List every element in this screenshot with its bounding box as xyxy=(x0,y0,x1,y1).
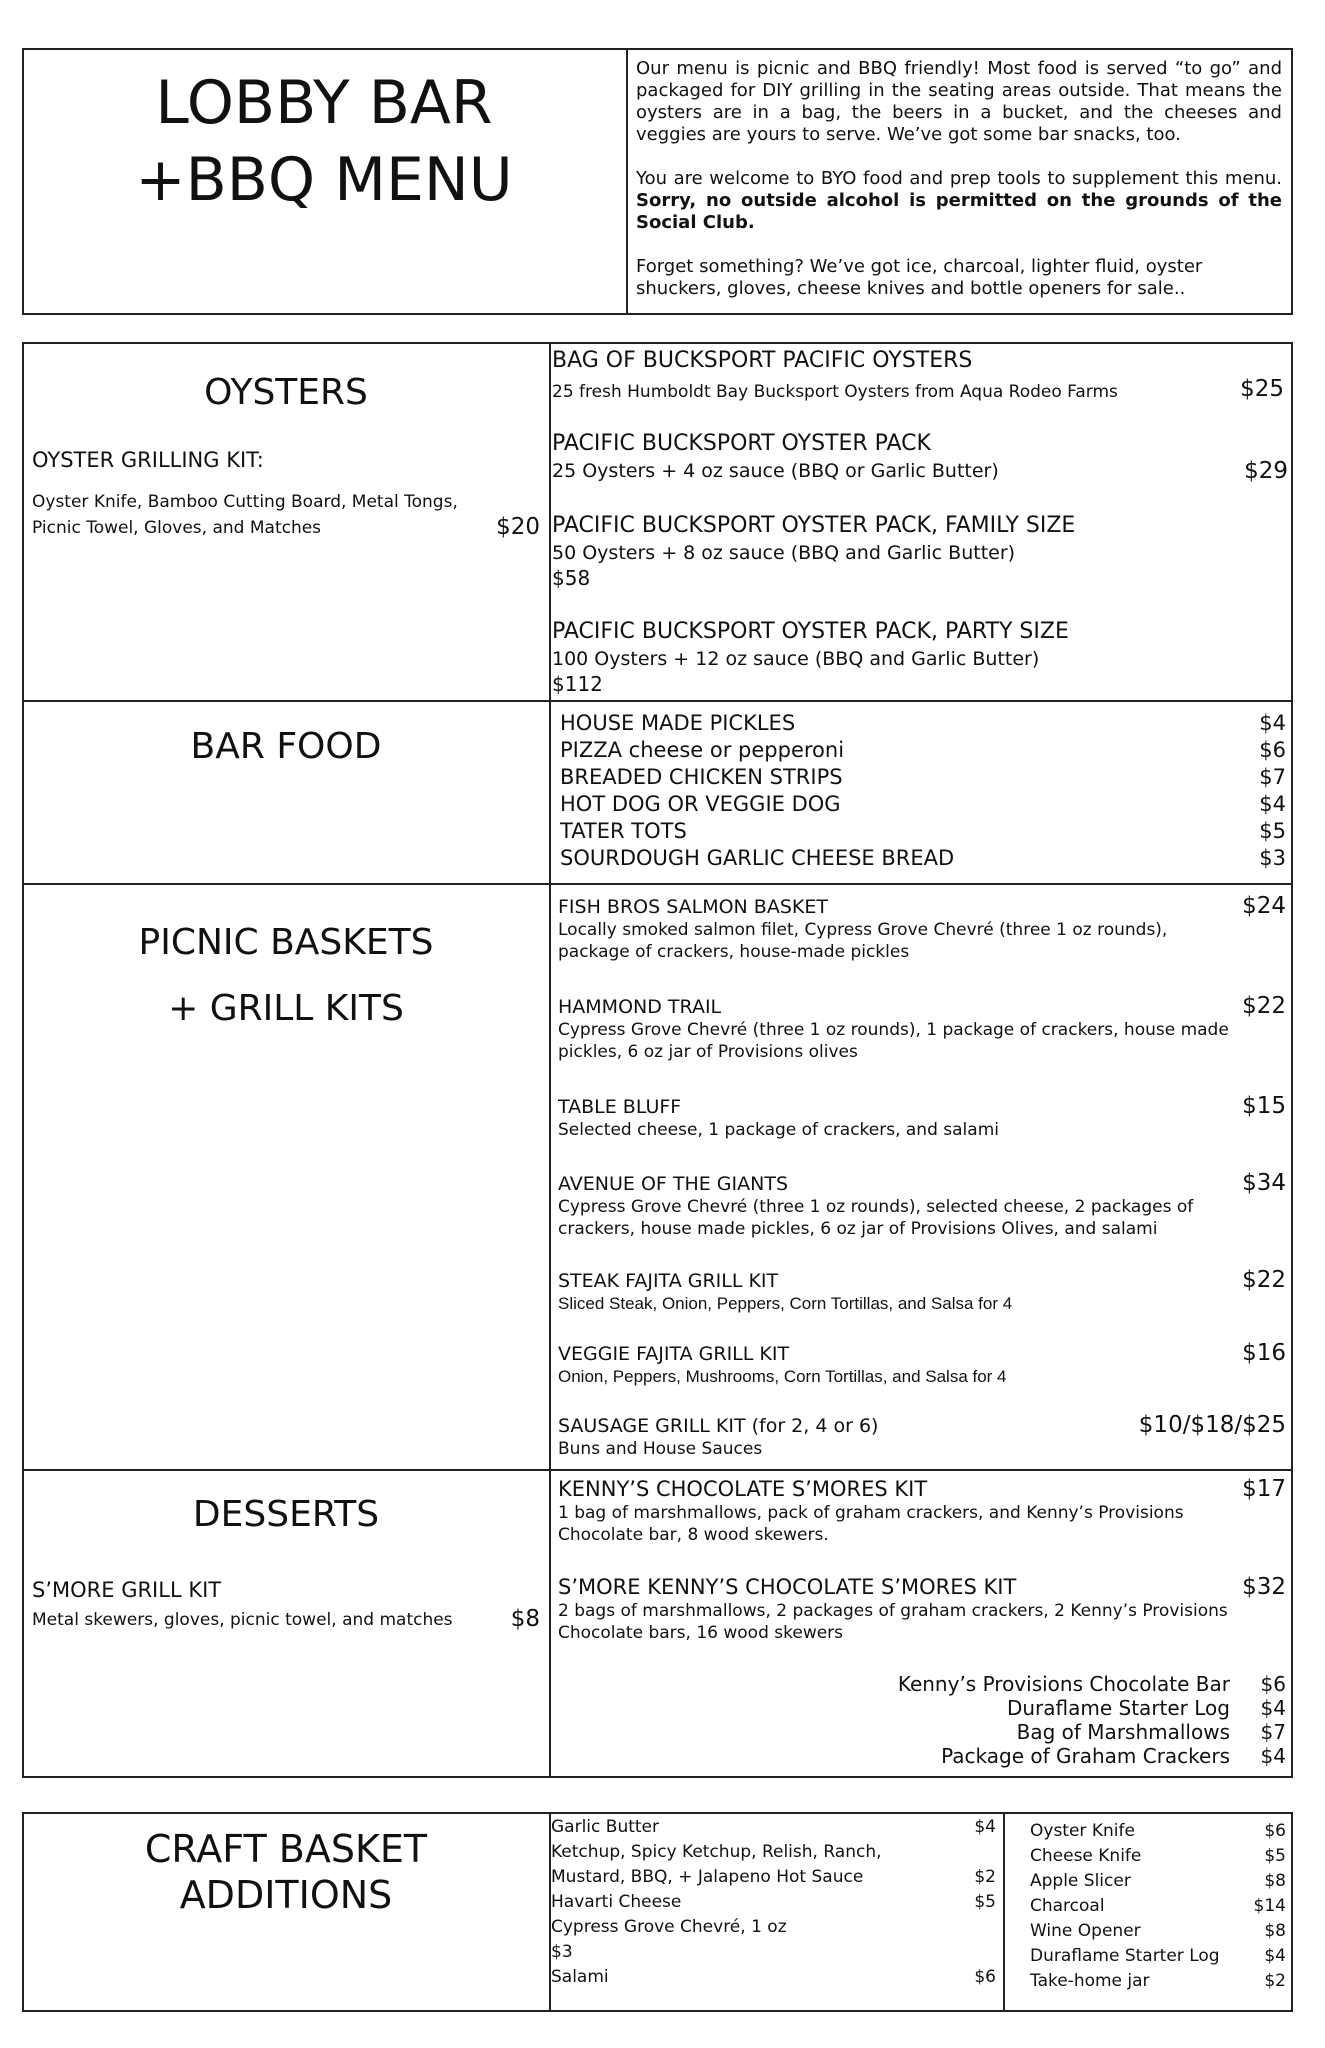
bar-food-item xyxy=(560,711,1286,735)
dessert-item xyxy=(558,1574,1286,1644)
oyster-item-2-desc: 25 Oysters + 4 oz sauce (BBQ or Garlic Butter) xyxy=(552,460,999,482)
picnic-item xyxy=(558,1267,1286,1317)
picnic-item-desc-1: Cypress Grove Chevré (three 1 oz rounds), selected cheese, 2 packages of xyxy=(558,1197,1194,1217)
bar-food-name: HOT DOG OR VEGGIE DOG xyxy=(560,792,841,816)
intro-paragraph-3: Forget something? We’ve got ice, charcoal, lighter fluid, oyster shuckers, gloves, cheese knives and bottle openers for sale.. xyxy=(636,256,1203,299)
oyster-item-2-price: $29 xyxy=(1244,458,1288,484)
intro-paragraph-2 xyxy=(636,168,1282,234)
main-column-divider xyxy=(549,342,551,1778)
picnic-item-desc-1: Onion, Peppers, Mushrooms, Corn Tortillas, and Salsa for 4 xyxy=(558,1367,1007,1386)
bar-food-item xyxy=(560,738,1286,762)
dessert-extra-name: Package of Graham Crackers xyxy=(941,1744,1230,1768)
dessert-extra-price: $7 xyxy=(1260,1720,1286,1744)
craft-tool-name: Charcoal xyxy=(1030,1896,1105,1916)
craft-item-price: $5 xyxy=(974,1892,996,1912)
craft-tool-price: $4 xyxy=(1264,1946,1286,1966)
bar-food-price: $6 xyxy=(1259,738,1286,762)
craft-chevre-price: $3 xyxy=(551,1942,573,1962)
dessert-item-desc-1: 1 bag of marshmallows, pack of graham crackers, and Kenny’s Provisions xyxy=(558,1503,1184,1523)
craft-tool-name: Take-home jar xyxy=(1030,1971,1150,1991)
intro-paragraph-1: Our menu is picnic and BBQ friendly! Most food is served “to go” and packaged for DIY grilling in the seating areas outside. That means the oysters are in a bag, the beers in a bucket, and the cheeses and veggies are yours to serve. We’ve got some bar snacks, too. xyxy=(636,58,1282,145)
bar-food-item xyxy=(560,792,1286,816)
craft-divider-2 xyxy=(1003,1812,1005,2012)
picnic-item xyxy=(558,993,1286,1063)
craft-item xyxy=(551,1815,996,1840)
oyster-item-4-desc: 100 Oysters + 12 oz sauce (BBQ and Garlic Butter) xyxy=(552,648,1040,670)
bar-food-price: $3 xyxy=(1259,846,1286,870)
oyster-item-3-name: PACIFIC BUCKSPORT OYSTER PACK, FAMILY SIZE xyxy=(552,513,1076,538)
craft-item-name: Havarti Cheese xyxy=(551,1892,682,1912)
craft-chevre: Cypress Grove Chevré, 1 oz xyxy=(551,1917,787,1937)
bar-food-price: $5 xyxy=(1259,819,1286,843)
craft-item xyxy=(551,1965,996,1990)
picnic-item-desc-2: crackers, house made pickles, 6 oz jar of Provisions Olives, and salami xyxy=(558,1219,1158,1239)
craft-tool-item xyxy=(1030,1869,1286,1894)
craft-tool-name: Oyster Knife xyxy=(1030,1821,1135,1841)
bar-food-name: BREADED CHICKEN STRIPS xyxy=(560,765,843,789)
picnic-item-price: $16 xyxy=(1242,1340,1286,1366)
oyster-item-1-price: $25 xyxy=(1240,376,1284,402)
dessert-item-name: S’MORE KENNY’S CHOCOLATE S’MORES KIT xyxy=(558,1575,1017,1599)
picnic-item-name: HAMMOND TRAIL xyxy=(558,996,722,1018)
bar-food-price: $4 xyxy=(1259,711,1286,735)
craft-tool-item xyxy=(1030,1969,1286,1994)
oyster-item-2-name: PACIFIC BUCKSPORT OYSTER PACK xyxy=(552,431,931,456)
craft-sauces-line2: Mustard, BBQ, + Jalapeno Hot Sauce xyxy=(551,1867,864,1887)
craft-tool-name: Apple Slicer xyxy=(1030,1871,1131,1891)
craft-left-list xyxy=(551,1815,996,1990)
bar-food-heading: BAR FOOD xyxy=(190,726,382,767)
picnic-item-desc-1: Sliced Steak, Onion, Peppers, Corn Tortillas, and Salsa for 4 xyxy=(558,1294,1013,1313)
craft-tool-name: Cheese Knife xyxy=(1030,1846,1142,1866)
dessert-extra-name: Duraflame Starter Log xyxy=(1006,1696,1230,1720)
craft-item xyxy=(551,1865,996,1890)
smore-kit-desc: Metal skewers, gloves, picnic towel, and matches xyxy=(32,1610,453,1630)
dessert-item-price: $17 xyxy=(1242,1476,1286,1502)
craft-tool-item xyxy=(1030,1919,1286,1944)
picnic-item-desc-1: Buns and House Sauces xyxy=(558,1439,763,1459)
picnic-item xyxy=(558,1412,1286,1462)
craft-tool-name: Duraflame Starter Log xyxy=(1030,1946,1220,1966)
picnic-item-price: $24 xyxy=(1242,893,1286,919)
bar-food-name: TATER TOTS xyxy=(560,819,687,843)
craft-heading-line1: CRAFT BASKET xyxy=(144,1827,428,1871)
picnic-heading-line2: + GRILL KITS xyxy=(168,988,404,1029)
dessert-extra-name: Kenny’s Provisions Chocolate Bar xyxy=(897,1672,1230,1696)
picnic-item-price: $34 xyxy=(1242,1170,1286,1196)
dessert-item-price: $32 xyxy=(1242,1574,1286,1600)
dessert-item-desc-2: Chocolate bar, 8 wood skewers. xyxy=(558,1525,829,1545)
craft-heading xyxy=(24,1826,548,1918)
craft-tool-price: $6 xyxy=(1264,1821,1286,1841)
picnic-item xyxy=(558,1340,1286,1390)
oyster-item-3-desc: 50 Oysters + 8 oz sauce (BBQ and Garlic Butter) xyxy=(552,542,1016,564)
bar-food-name: HOUSE MADE PICKLES xyxy=(560,711,796,735)
craft-tool-price: $8 xyxy=(1264,1921,1286,1941)
picnic-item-desc-1: Cypress Grove Chevré (three 1 oz rounds), 1 package of crackers, house made xyxy=(558,1020,1229,1040)
craft-tool-item xyxy=(1030,1944,1286,1969)
oyster-kit-desc-line1: Oyster Knife, Bamboo Cutting Board, Metal Tongs, xyxy=(32,492,458,512)
dessert-item xyxy=(558,1476,1286,1546)
menu-title-line1: LOBBY BAR xyxy=(155,68,493,138)
craft-item-name: Garlic Butter xyxy=(551,1817,659,1837)
section-divider-oysters xyxy=(22,700,1293,702)
intro-text xyxy=(636,58,1282,322)
oyster-item-1-name: BAG OF BUCKSPORT PACIFIC OYSTERS xyxy=(552,348,973,373)
picnic-item-name: STEAK FAJITA GRILL KIT xyxy=(558,1270,779,1292)
oyster-item-1-desc: 25 fresh Humboldt Bay Bucksport Oysters from Aqua Rodeo Farms xyxy=(552,382,1118,402)
menu-title-line2: +BBQ MENU xyxy=(135,145,513,215)
craft-item-price: $4 xyxy=(974,1817,996,1837)
craft-tool-name: Wine Opener xyxy=(1030,1921,1141,1941)
picnic-heading-line1: PICNIC BASKETS xyxy=(138,922,434,963)
picnic-item-name: VEGGIE FAJITA GRILL KIT xyxy=(558,1343,790,1365)
picnic-item-price: $10/$18/$25 xyxy=(1138,1412,1286,1438)
craft-tool-price: $14 xyxy=(1253,1896,1286,1916)
oyster-item-4-name: PACIFIC BUCKSPORT OYSTER PACK, PARTY SIZE xyxy=(552,619,1069,644)
picnic-item-name: AVENUE OF THE GIANTS xyxy=(558,1173,789,1195)
bar-food-name: PIZZA cheese or pepperoni xyxy=(560,738,845,762)
section-divider-picnic xyxy=(22,1469,1293,1471)
picnic-item xyxy=(558,1093,1286,1143)
craft-tool-item xyxy=(1030,1844,1286,1869)
craft-right-list xyxy=(1030,1819,1286,1994)
desserts-heading: DESSERTS xyxy=(192,1494,380,1535)
bar-food-price: $7 xyxy=(1259,765,1286,789)
bar-food-item xyxy=(560,819,1286,843)
dessert-extra-item xyxy=(820,1696,1286,1720)
header-divider xyxy=(626,48,628,315)
intro-alcohol-notice: Sorry, no outside alcohol is permitted on the grounds of the Social Club. xyxy=(636,190,1282,233)
picnic-item-desc-1: Locally smoked salmon filet, Cypress Grove Chevré (three 1 oz rounds), xyxy=(558,920,1168,940)
smore-kit-title: S’MORE GRILL KIT xyxy=(32,1578,222,1602)
dessert-extra-price: $4 xyxy=(1260,1744,1286,1768)
craft-tool-price: $8 xyxy=(1264,1871,1286,1891)
dessert-item-desc-1: 2 bags of marshmallows, 2 packages of graham crackers, 2 Kenny’s Provisions xyxy=(558,1601,1228,1621)
dessert-item-desc-2: Chocolate bars, 16 wood skewers xyxy=(558,1623,844,1643)
dessert-extra-item xyxy=(820,1672,1286,1696)
picnic-item-name: FISH BROS SALMON BASKET xyxy=(558,896,828,918)
bar-food-price: $4 xyxy=(1259,792,1286,816)
section-divider-bar-food xyxy=(22,883,1293,885)
oyster-item-3-price: $58 xyxy=(552,566,591,590)
smore-kit-price: $8 xyxy=(510,1606,540,1632)
picnic-item-desc-1: Selected cheese, 1 package of crackers, and salami xyxy=(558,1120,999,1140)
dessert-extra-item xyxy=(820,1720,1286,1744)
dessert-extra-price: $4 xyxy=(1260,1696,1286,1720)
craft-tool-price: $5 xyxy=(1264,1846,1286,1866)
picnic-item-price: $22 xyxy=(1242,993,1286,1019)
picnic-item-desc-2: package of crackers, house-made pickles xyxy=(558,942,910,962)
picnic-item xyxy=(558,1170,1286,1240)
menu-title xyxy=(24,68,624,215)
craft-tool-price: $2 xyxy=(1264,1971,1286,1991)
bar-food-item xyxy=(560,846,1286,870)
craft-sauces-line1: Ketchup, Spicy Ketchup, Relish, Ranch, xyxy=(551,1842,882,1862)
dessert-extras xyxy=(820,1672,1286,1768)
oyster-kit-desc-line2: Picnic Towel, Gloves, and Matches xyxy=(32,518,322,538)
intro-paragraph-2-text: You are welcome to BYO food and prep tools to supplement this menu. xyxy=(636,168,1282,189)
picnic-heading xyxy=(24,910,548,1042)
picnic-item-name: TABLE BLUFF xyxy=(558,1096,682,1118)
craft-tool-item xyxy=(1030,1894,1286,1919)
picnic-item-name: SAUSAGE GRILL KIT (for 2, 4 or 6) xyxy=(558,1415,879,1437)
craft-heading-line2: ADDITIONS xyxy=(179,1873,393,1917)
dessert-item-name: KENNY’S CHOCOLATE S’MORES KIT xyxy=(558,1477,928,1501)
craft-item-price: $2 xyxy=(974,1867,996,1887)
dessert-extra-price: $6 xyxy=(1260,1672,1286,1696)
craft-item-name: Salami xyxy=(551,1967,609,1987)
craft-item xyxy=(551,1890,996,1915)
oyster-kit-price: $20 xyxy=(496,514,540,540)
picnic-item xyxy=(558,893,1286,963)
picnic-item-price: $22 xyxy=(1242,1267,1286,1293)
dessert-extra-name: Bag of Marshmallows xyxy=(1016,1720,1230,1744)
oysters-heading: OYSTERS xyxy=(204,372,368,413)
craft-tool-item xyxy=(1030,1819,1286,1844)
oyster-item-4-price: $112 xyxy=(552,672,603,696)
picnic-item-desc-2: pickles, 6 oz jar of Provisions olives xyxy=(558,1042,858,1062)
craft-item-price: $6 xyxy=(974,1967,996,1987)
bar-food-item xyxy=(560,765,1286,789)
oyster-kit-title: OYSTER GRILLING KIT: xyxy=(32,448,264,472)
dessert-extra-item xyxy=(820,1744,1286,1768)
picnic-item-price: $15 xyxy=(1242,1093,1286,1119)
bar-food-name: SOURDOUGH GARLIC CHEESE BREAD xyxy=(560,846,955,870)
